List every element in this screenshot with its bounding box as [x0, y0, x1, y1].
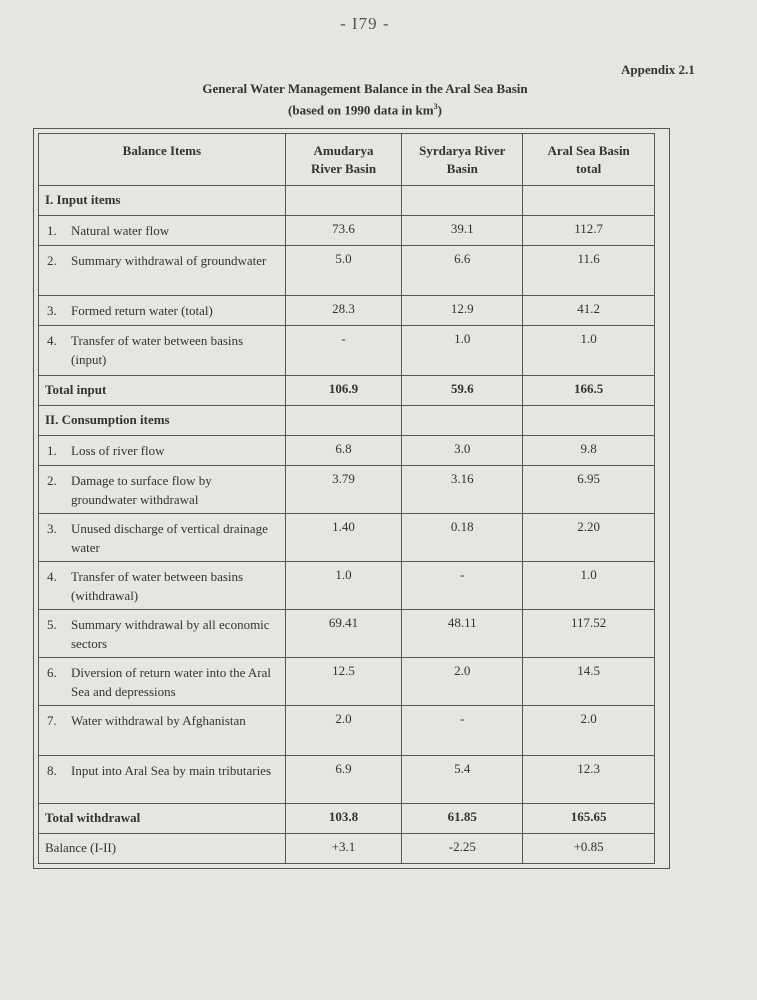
consumption-item-row — [39, 610, 655, 658]
input-item-aral-total-value: 41.2 — [523, 296, 655, 326]
total-withdrawal-amudarya-value: 103.8 — [285, 804, 402, 834]
balance-syrdarya-value: -2.25 — [402, 834, 523, 864]
consumption-item-row — [39, 436, 655, 466]
input-item-amudarya-value: 5.0 — [285, 246, 402, 296]
input-item-item-label: Natural water flow — [71, 223, 170, 238]
section-input-empty-cell — [285, 186, 402, 216]
consumption-item-aral-total-value: 117.52 — [523, 610, 655, 658]
consumption-item-item-cell — [39, 706, 286, 756]
consumption-item-syrdarya-value: 48.11 — [402, 610, 523, 658]
total-input-label: Total input — [39, 376, 286, 406]
balance-row — [39, 834, 655, 864]
consumption-item-syrdarya-value: 5.4 — [402, 756, 523, 804]
consumption-item-syrdarya-value: - — [402, 562, 523, 610]
section-input-row — [39, 186, 655, 216]
input-item-row — [39, 246, 655, 296]
input-item-item-number: 1. — [47, 223, 57, 238]
consumption-item-item-cell — [39, 466, 286, 514]
consumption-item-aral-total-value: 9.8 — [523, 436, 655, 466]
consumption-item-aral-total-value: 12.3 — [523, 756, 655, 804]
title-line-1: General Water Management Balance in the Aral Sea Basin — [202, 81, 528, 96]
consumption-item-row — [39, 562, 655, 610]
title-line-2: (based on 1990 data in $km^3$) — [288, 102, 442, 118]
consumption-item-amudarya-value: 2.0 — [285, 706, 402, 756]
consumption-item-row — [39, 658, 655, 706]
input-item-item-cell — [39, 246, 286, 296]
consumption-item-aral-total-value: 2.0 — [523, 706, 655, 756]
consumption-item-item-number: 8. — [47, 763, 57, 778]
consumption-item-item-number: 3. — [47, 521, 57, 536]
consumption-item-aral-total-value: 1.0 — [523, 562, 655, 610]
input-item-item-number: 2. — [47, 253, 57, 268]
consumption-item-amudarya-value: 1.0 — [285, 562, 402, 610]
consumption-item-syrdarya-value: 2.0 — [402, 658, 523, 706]
consumption-item-aral-total-value: 14.5 — [523, 658, 655, 706]
header-syrdarya: Syrdarya River Basin — [402, 134, 523, 186]
input-item-item-label: Transfer of water between basins (input) — [71, 333, 244, 367]
consumption-item-row — [39, 706, 655, 756]
section-consumption-label: II. Consumption items — [39, 406, 286, 436]
input-item-item-number: 4. — [47, 333, 57, 348]
consumption-item-amudarya-value: 1.40 — [285, 514, 402, 562]
input-item-syrdarya-value: 12.9 — [402, 296, 523, 326]
input-item-item-cell — [39, 216, 286, 246]
consumption-item-item-number: 2. — [47, 473, 57, 488]
input-item-row — [39, 326, 655, 376]
input-item-item-cell — [39, 326, 286, 376]
input-item-amudarya-value: 73.6 — [285, 216, 402, 246]
input-item-aral-total-value: 11.6 — [523, 246, 655, 296]
balance-aral-total-value: +0.85 — [523, 834, 655, 864]
consumption-item-item-number: 4. — [47, 569, 57, 584]
input-item-item-cell — [39, 296, 286, 326]
consumption-item-item-number: 6. — [47, 665, 57, 680]
consumption-item-item-cell — [39, 514, 286, 562]
consumption-item-amudarya-value: 6.8 — [285, 436, 402, 466]
input-item-item-label: Formed return water (total) — [71, 303, 213, 318]
balance-amudarya-value: +3.1 — [285, 834, 402, 864]
input-item-syrdarya-value: 1.0 — [402, 326, 523, 376]
input-item-item-label: Summary withdrawal of groundwater — [71, 253, 267, 268]
total-withdrawal-aral-total-value: 165.65 — [523, 804, 655, 834]
header-amudarya: Amudarya River Basin — [285, 134, 402, 186]
consumption-item-syrdarya-value: 0.18 — [402, 514, 523, 562]
consumption-item-item-number: 7. — [47, 713, 57, 728]
total-withdrawal-label: Total withdrawal — [39, 804, 286, 834]
consumption-item-row — [39, 514, 655, 562]
input-item-item-number: 3. — [47, 303, 57, 318]
consumption-item-item-label: Summary withdrawal by all economic sectors — [71, 617, 270, 651]
consumption-item-item-label: Loss of river flow — [71, 443, 165, 458]
consumption-item-item-label: Damage to surface flow by groundwater withdrawal — [71, 473, 212, 507]
consumption-item-aral-total-value: 2.20 — [523, 514, 655, 562]
consumption-item-syrdarya-value: 3.16 — [402, 466, 523, 514]
consumption-item-amudarya-value: 3.79 — [285, 466, 402, 514]
consumption-item-syrdarya-value: 3.0 — [402, 436, 523, 466]
input-item-amudarya-value: 28.3 — [285, 296, 402, 326]
consumption-item-item-label: Water withdrawal by Afghanistan — [71, 713, 246, 728]
consumption-item-item-cell — [39, 756, 286, 804]
consumption-item-item-cell — [39, 436, 286, 466]
total-withdrawal-syrdarya-value: 61.85 — [402, 804, 523, 834]
input-item-aral-total-value: 1.0 — [523, 326, 655, 376]
consumption-item-row — [39, 466, 655, 514]
section-input-label: I. Input items — [39, 186, 286, 216]
input-item-amudarya-value: - — [285, 326, 402, 376]
consumption-item-syrdarya-value: - — [402, 706, 523, 756]
section-consumption-empty-cell — [402, 406, 523, 436]
consumption-item-item-label: Transfer of water between basins (withdrawal) — [71, 569, 244, 603]
appendix-label: Appendix 2.1 — [621, 62, 695, 77]
document-title — [150, 80, 580, 119]
consumption-item-item-cell — [39, 658, 286, 706]
input-item-syrdarya-value: 6.6 — [402, 246, 523, 296]
consumption-item-item-cell — [39, 610, 286, 658]
consumption-item-item-label: Input into Aral Sea by main tributaries — [71, 763, 272, 778]
consumption-item-item-number: 5. — [47, 617, 57, 632]
section-consumption-empty-cell — [523, 406, 655, 436]
balance-table-frame — [33, 128, 670, 869]
input-item-row — [39, 216, 655, 246]
input-item-aral-total-value: 112.7 — [523, 216, 655, 246]
section-input-empty-cell — [523, 186, 655, 216]
balance-table — [38, 133, 655, 864]
section-consumption-row — [39, 406, 655, 436]
consumption-item-item-label: Unused discharge of vertical drainage water — [71, 521, 268, 555]
total-input-amudarya-value: 106.9 — [285, 376, 402, 406]
header-aral-total: Aral Sea Basin total — [523, 134, 655, 186]
input-item-row — [39, 296, 655, 326]
balance-label: Balance (I-II) — [39, 834, 286, 864]
total-input-aral-total-value: 166.5 — [523, 376, 655, 406]
section-input-empty-cell — [402, 186, 523, 216]
consumption-item-amudarya-value: 6.9 — [285, 756, 402, 804]
consumption-item-amudarya-value: 12.5 — [285, 658, 402, 706]
consumption-item-item-cell — [39, 562, 286, 610]
total-input-syrdarya-value: 59.6 — [402, 376, 523, 406]
consumption-item-row — [39, 756, 655, 804]
total-input-row — [39, 376, 655, 406]
consumption-item-item-number: 1. — [47, 443, 57, 458]
page-number: - I79 - — [340, 14, 390, 33]
section-consumption-empty-cell — [285, 406, 402, 436]
total-withdrawal-row — [39, 804, 655, 834]
consumption-item-item-label: Diversion of return water into the Aral Sea and depressions — [71, 665, 271, 699]
consumption-item-amudarya-value: 69.41 — [285, 610, 402, 658]
header-balance-items: Balance Items — [39, 134, 286, 186]
consumption-item-aral-total-value: 6.95 — [523, 466, 655, 514]
input-item-syrdarya-value: 39.1 — [402, 216, 523, 246]
